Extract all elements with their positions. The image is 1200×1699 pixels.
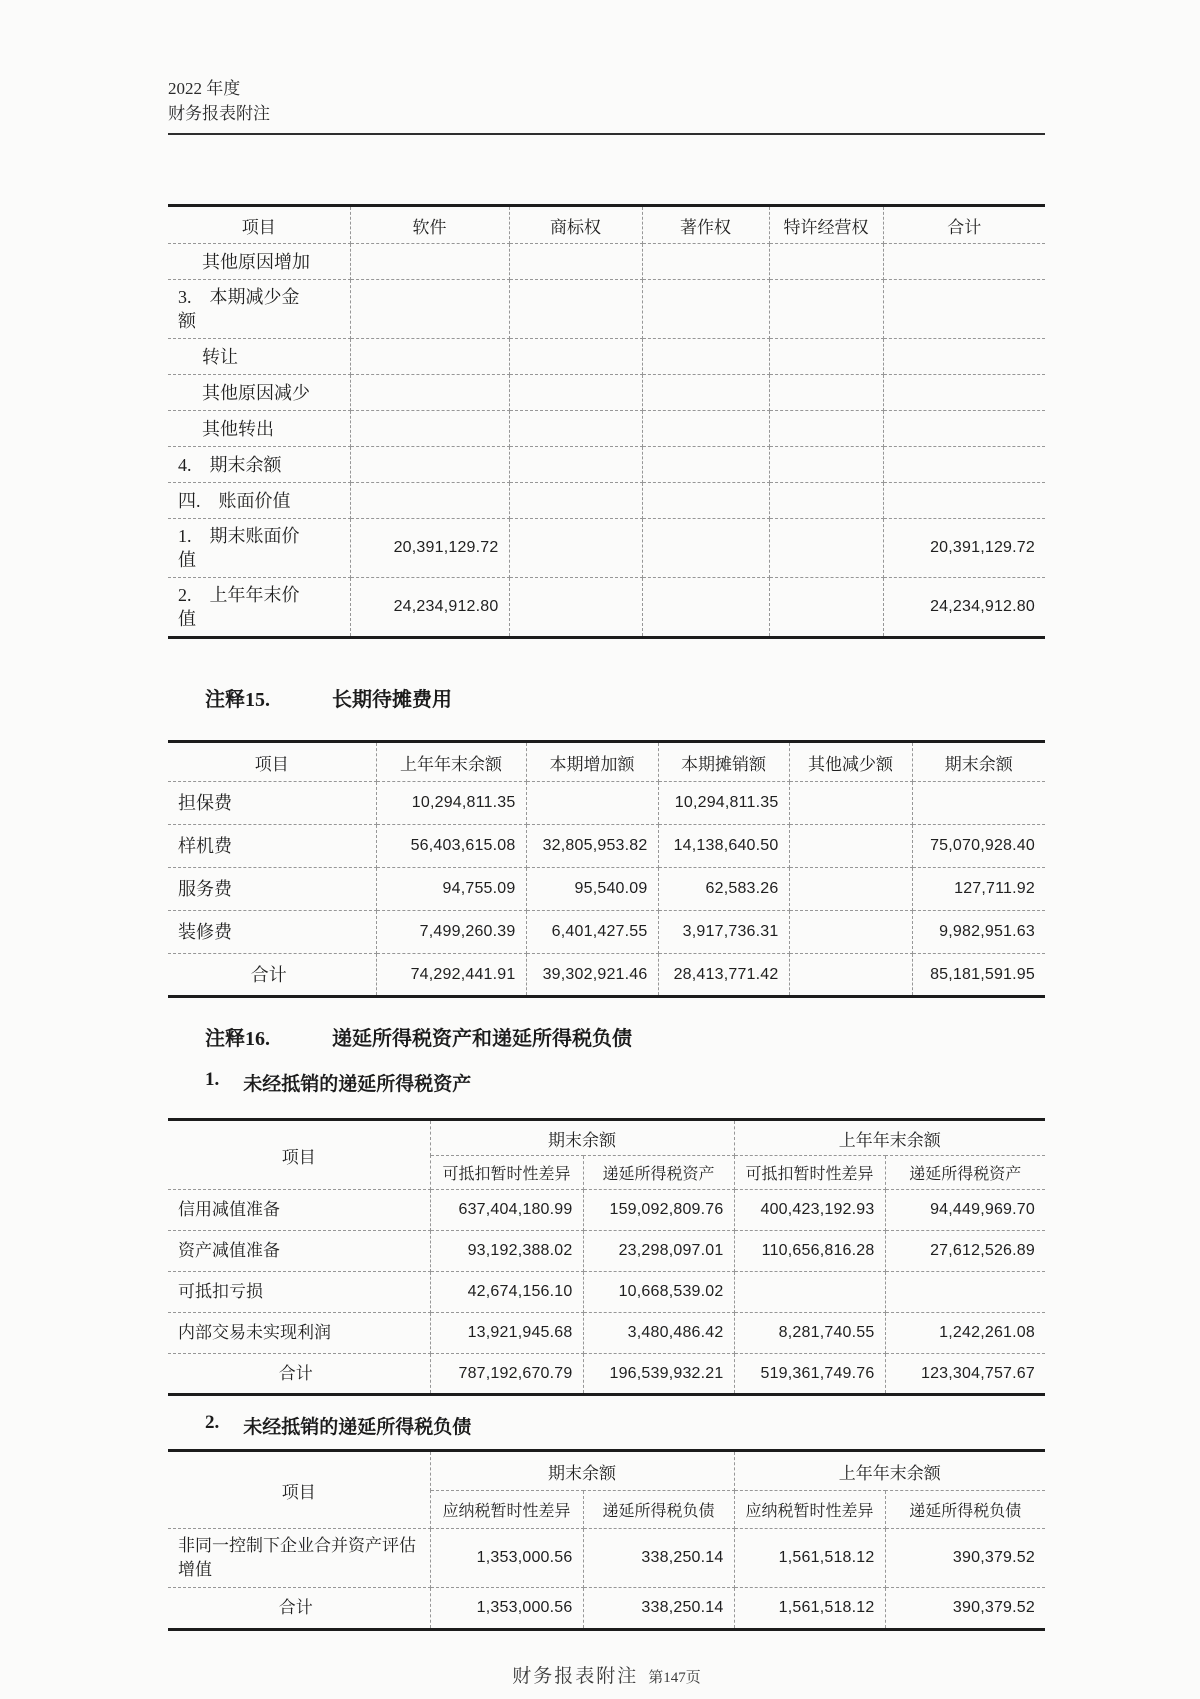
cell-value: 519,361,749.76	[734, 1354, 885, 1395]
table-row	[168, 339, 1045, 375]
cell-value: 637,404,180.99	[430, 1190, 583, 1231]
row-label: 2. 上年年末价值	[168, 578, 350, 638]
cell-value: 123,304,757.67	[885, 1354, 1045, 1395]
column-header-trademark: 商标权	[509, 206, 642, 244]
cell-value	[350, 375, 509, 411]
row-label: 转让	[168, 339, 350, 375]
footer-page-number: 第147页	[648, 1670, 701, 1686]
cell-value: 127,711.92	[912, 868, 1045, 911]
column-subheader: 可抵扣暂时性差异	[734, 1156, 885, 1190]
table-row	[168, 578, 1045, 638]
note16-number: 注释16.	[205, 1028, 270, 1050]
cell-value: 10,668,539.02	[583, 1272, 734, 1313]
column-header-item: 项目	[168, 742, 376, 782]
cell-value: 3,480,486.42	[583, 1313, 734, 1354]
cell-value: 338,250.14	[583, 1529, 734, 1588]
column-subheader: 应纳税暂时性差异	[430, 1491, 583, 1529]
column-header-ending-balance: 期末余额	[912, 742, 1045, 782]
row-label: 其他转出	[168, 411, 350, 447]
table-header-row	[168, 1120, 1045, 1156]
cell-value: 13,921,945.68	[430, 1313, 583, 1354]
cell-value: 20,391,129.72	[350, 519, 509, 578]
column-header-amortization: 本期摊销额	[658, 742, 789, 782]
cell-value: 3,917,736.31	[658, 911, 789, 954]
cell-value	[769, 411, 883, 447]
note16-sub2-title	[205, 1412, 1045, 1439]
cell-value: 75,070,928.40	[912, 825, 1045, 868]
column-header-item: 项目	[168, 1451, 430, 1529]
cell-value: 1,242,261.08	[885, 1313, 1045, 1354]
cell-value: 8,281,740.55	[734, 1313, 885, 1354]
column-header-copyright: 著作权	[642, 206, 769, 244]
table-row	[168, 411, 1045, 447]
column-group-ending-balance: 期末余额	[430, 1120, 734, 1156]
row-label: 内部交易未实现利润	[168, 1313, 430, 1354]
row-label: 可抵扣亏损	[168, 1272, 430, 1313]
cell-value: 1,353,000.56	[430, 1588, 583, 1630]
cell-value	[350, 411, 509, 447]
table-row	[168, 447, 1045, 483]
cell-value	[509, 519, 642, 578]
cell-value	[509, 280, 642, 339]
cell-value	[734, 1272, 885, 1313]
table-row	[168, 825, 1045, 868]
cell-value: 28,413,771.42	[658, 954, 789, 997]
cell-value	[885, 1272, 1045, 1313]
cell-value	[883, 339, 1045, 375]
cell-value	[769, 375, 883, 411]
row-label: 信用减值准备	[168, 1190, 430, 1231]
cell-value	[642, 519, 769, 578]
column-subheader: 递延所得税资产	[885, 1156, 1045, 1190]
total-row-label: 合计	[168, 1588, 430, 1630]
column-subheader: 递延所得税负债	[583, 1491, 734, 1529]
cell-value: 94,449,969.70	[885, 1190, 1045, 1231]
note16-sub1-number: 1.	[205, 1069, 220, 1090]
table-row	[168, 868, 1045, 911]
cell-value: 159,092,809.76	[583, 1190, 734, 1231]
column-group-prior-balance: 上年年末余额	[734, 1120, 1045, 1156]
row-label: 1. 期末账面价值	[168, 519, 350, 578]
table-row	[168, 1313, 1045, 1354]
cell-value: 338,250.14	[583, 1588, 734, 1630]
note16-title-text: 递延所得税资产和递延所得税负债	[332, 1028, 632, 1050]
cell-value: 20,391,129.72	[883, 519, 1045, 578]
note16-sub1-title	[205, 1069, 1045, 1096]
cell-value: 85,181,591.95	[912, 954, 1045, 997]
cell-value	[883, 411, 1045, 447]
column-group-prior-balance: 上年年末余额	[734, 1451, 1045, 1491]
cell-value	[350, 339, 509, 375]
cell-value	[789, 911, 912, 954]
table-row	[168, 1529, 1045, 1588]
note16-title	[205, 1022, 1045, 1051]
column-header-total: 合计	[883, 206, 1045, 244]
cell-value: 74,292,441.91	[376, 954, 526, 997]
column-subheader: 可抵扣暂时性差异	[430, 1156, 583, 1190]
cell-value	[912, 782, 1045, 825]
cell-value	[769, 483, 883, 519]
table-header-row	[168, 742, 1045, 782]
column-header-other-decrease: 其他减少额	[789, 742, 912, 782]
total-row-label: 合计	[168, 954, 376, 997]
note16-sub2-number: 2.	[205, 1412, 220, 1433]
row-label: 四. 账面价值	[168, 483, 350, 519]
cell-value	[789, 954, 912, 997]
cell-value: 93,192,388.02	[430, 1231, 583, 1272]
note15-number: 注释15.	[205, 689, 270, 711]
cell-value: 94,755.09	[376, 868, 526, 911]
table-row	[168, 375, 1045, 411]
cell-value	[769, 339, 883, 375]
column-header-additions: 本期增加额	[526, 742, 658, 782]
row-label: 3. 本期减少金额	[168, 280, 350, 339]
cell-value	[350, 483, 509, 519]
column-subheader: 递延所得税负债	[885, 1491, 1045, 1529]
document-header	[168, 76, 1045, 135]
cell-value: 6,401,427.55	[526, 911, 658, 954]
cell-value: 1,561,518.12	[734, 1529, 885, 1588]
note15-title	[205, 683, 1045, 712]
row-label: 非同一控制下企业合并资产评估增值	[168, 1529, 430, 1588]
cell-value	[883, 244, 1045, 280]
footer-label: 财务报表附注	[512, 1666, 639, 1687]
cell-value	[350, 280, 509, 339]
cell-value	[509, 483, 642, 519]
cell-value: 9,982,951.63	[912, 911, 1045, 954]
cell-value	[509, 447, 642, 483]
header-year: 2022 年度	[168, 79, 241, 98]
cell-value: 10,294,811.35	[376, 782, 526, 825]
cell-value	[769, 447, 883, 483]
cell-value	[642, 280, 769, 339]
column-subheader: 递延所得税资产	[583, 1156, 734, 1190]
cell-value	[642, 411, 769, 447]
cell-value: 110,656,816.28	[734, 1231, 885, 1272]
column-header-item: 项目	[168, 206, 350, 244]
cell-value	[350, 447, 509, 483]
row-label: 样机费	[168, 825, 376, 868]
cell-value	[883, 280, 1045, 339]
cell-value	[642, 339, 769, 375]
cell-value	[883, 375, 1045, 411]
cell-value	[509, 244, 642, 280]
header-title: 财务报表附注	[168, 104, 270, 123]
cell-value	[642, 375, 769, 411]
column-group-ending-balance: 期末余额	[430, 1451, 734, 1491]
table-row	[168, 782, 1045, 825]
cell-value	[350, 244, 509, 280]
cell-value: 24,234,912.80	[350, 578, 509, 638]
cell-value: 390,379.52	[885, 1588, 1045, 1630]
page-footer	[168, 1661, 1045, 1688]
deferred-tax-liabilities-table	[168, 1449, 1045, 1631]
column-header-item: 项目	[168, 1120, 430, 1190]
cell-value: 10,294,811.35	[658, 782, 789, 825]
row-label: 装修费	[168, 911, 376, 954]
cell-value	[642, 483, 769, 519]
cell-value: 27,612,526.89	[885, 1231, 1045, 1272]
table-row	[168, 519, 1045, 578]
row-label: 其他原因减少	[168, 375, 350, 411]
cell-value	[883, 447, 1045, 483]
cell-value	[509, 339, 642, 375]
intangibles-table	[168, 204, 1045, 639]
cell-value	[509, 375, 642, 411]
column-header-prior-balance: 上年年末余额	[376, 742, 526, 782]
total-row-label: 合计	[168, 1354, 430, 1395]
cell-value: 95,540.09	[526, 868, 658, 911]
table-total-row	[168, 954, 1045, 997]
cell-value: 23,298,097.01	[583, 1231, 734, 1272]
column-subheader: 应纳税暂时性差异	[734, 1491, 885, 1529]
cell-value: 39,302,921.46	[526, 954, 658, 997]
table-row	[168, 244, 1045, 280]
cell-value	[642, 578, 769, 638]
cell-value	[789, 825, 912, 868]
cell-value	[789, 868, 912, 911]
long-term-deferred-expenses-table	[168, 740, 1045, 998]
cell-value	[769, 280, 883, 339]
column-header-franchise: 特许经营权	[769, 206, 883, 244]
cell-value: 1,353,000.56	[430, 1529, 583, 1588]
column-header-software: 软件	[350, 206, 509, 244]
cell-value: 14,138,640.50	[658, 825, 789, 868]
table-header-row	[168, 1451, 1045, 1491]
table-row	[168, 911, 1045, 954]
cell-value	[526, 782, 658, 825]
cell-value	[883, 483, 1045, 519]
note15-title-text: 长期待摊费用	[332, 689, 452, 711]
table-row	[168, 1231, 1045, 1272]
cell-value: 24,234,912.80	[883, 578, 1045, 638]
table-row	[168, 1272, 1045, 1313]
row-label: 其他原因增加	[168, 244, 350, 280]
table-row	[168, 1190, 1045, 1231]
cell-value: 62,583.26	[658, 868, 789, 911]
table-row	[168, 483, 1045, 519]
cell-value: 196,539,932.21	[583, 1354, 734, 1395]
deferred-tax-assets-table	[168, 1118, 1045, 1396]
cell-value	[642, 447, 769, 483]
cell-value: 32,805,953.82	[526, 825, 658, 868]
cell-value	[769, 578, 883, 638]
cell-value	[509, 578, 642, 638]
cell-value	[642, 244, 769, 280]
row-label: 4. 期末余额	[168, 447, 350, 483]
cell-value: 787,192,670.79	[430, 1354, 583, 1395]
cell-value	[509, 411, 642, 447]
table-row	[168, 280, 1045, 339]
table-total-row	[168, 1588, 1045, 1630]
cell-value	[789, 782, 912, 825]
row-label: 资产减值准备	[168, 1231, 430, 1272]
row-label: 服务费	[168, 868, 376, 911]
row-label: 担保费	[168, 782, 376, 825]
cell-value: 400,423,192.93	[734, 1190, 885, 1231]
note16-sub1-title-text: 未经抵销的递延所得税资产	[243, 1074, 472, 1095]
cell-value	[769, 519, 883, 578]
table-header-row	[168, 206, 1045, 244]
cell-value: 42,674,156.10	[430, 1272, 583, 1313]
cell-value	[769, 244, 883, 280]
cell-value: 1,561,518.12	[734, 1588, 885, 1630]
cell-value: 390,379.52	[885, 1529, 1045, 1588]
cell-value: 56,403,615.08	[376, 825, 526, 868]
note16-sub2-title-text: 未经抵销的递延所得税负债	[243, 1417, 472, 1438]
cell-value: 7,499,260.39	[376, 911, 526, 954]
table-total-row	[168, 1354, 1045, 1395]
